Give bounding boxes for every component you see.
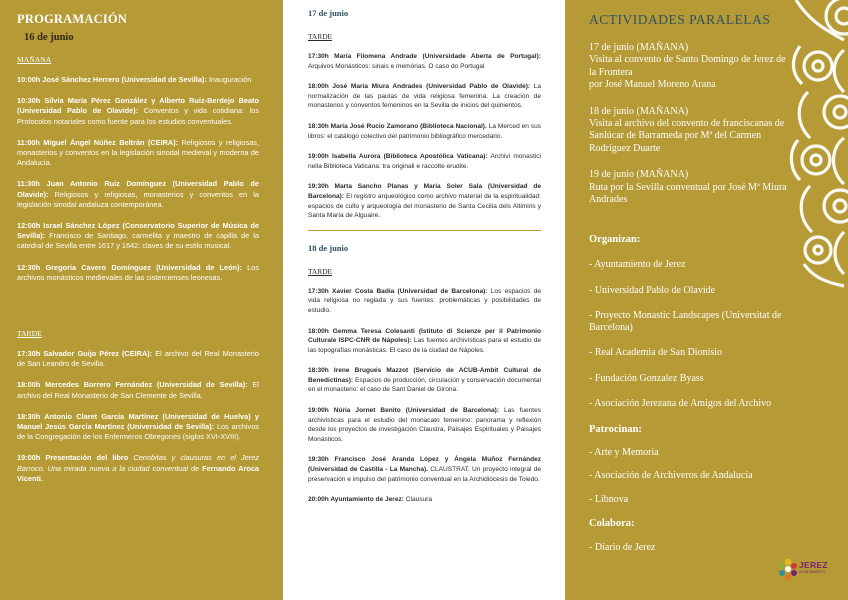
program-entry: 18:00h Mercedes Borrero Fernández (Universidad de Sevilla): El archivo del Real Monasterio de San Clemente de Sevilla. <box>17 380 259 400</box>
program-entry: 17:30h María Filomena Andrade (Universidade Aberta de Portugal): Arquivos Monásticos: sinais e memórias. O caso do Portugal <box>308 53 541 70</box>
sponsors-list <box>589 447 789 506</box>
program-title: PROGRAMACIÓN <box>17 12 128 26</box>
program-entry: 19:30h Francisco José Aranda López y Ángela Muñoz Fernández (Universidad de Castilla - La Mancha). CLAUSTRAT. Un proyecto integral de preservación e impulso del patrimonio conventual en la Archidiócesis de Toledo. <box>308 456 542 483</box>
program-entry: 18:00h Gemma Teresa Colesanti (Istituto di Scienze per il Patrimonio Culturale ISPC-CNR de Nápoles): Las fuentes archivísticas para el estudio de las topografías monásticas. El caso de la ciudad de Nápoles. <box>308 327 541 354</box>
program-entry: 11:30h Juan Antonio Ruiz Domínguez (Universidad Pablo de Olavide): Religiosos y religiosas, monasterios y conventos en la legislación sinodal andaluza contemporánea. <box>17 179 259 209</box>
collaborator-list <box>589 542 789 554</box>
list-item: - Libnova <box>589 493 629 505</box>
session-label-morning: MAÑANA <box>17 55 52 64</box>
program-entry: 11:00h Miguel Ángel Núñez Beltrán (CEIRA): Religiosos y religiosas, monasterios y conventos en la legislación sinodal medieval y moderna de Andalucía. <box>17 137 259 168</box>
list-item: - Universidad Pablo de Olavide <box>589 284 716 296</box>
collaborator-heading: Colabora: <box>589 518 635 530</box>
program-entry: 17:30h Xavier Costa Badia (Universidad de Barcelona): Los espacios de vida religiosa no reglada y sus fuentes: problemáticas y posibilidades de estudio. <box>308 287 541 314</box>
flower-logo-icon <box>777 556 799 586</box>
organizers-list <box>589 259 789 410</box>
activity-item: 17 de junio (MAÑANA) Visita al convento de Santo Domingo de Jerez de la Frontera por José Manuel Moreno Arana <box>589 42 786 91</box>
parallel-activities-column <box>565 0 848 600</box>
program-entry: 10:30h Silvia María Pérez González y Alberto Ruiz-Berdejo Beato (Universidad Pablo de Olavide): Conventos y vida cotidiana: los Protocolos notariales como fuente para los estudios conventuales. <box>17 96 259 126</box>
program-entry: 18:30h Antonio Claret García Martínez (Universidad de Huelva) y Manuel Jesús García Martínez (Universidad de Sevilla): Los archivos de la Congregación de los Enfermeros Obregones (siglos XVI-XVIII). <box>17 411 259 442</box>
list-item: - Ayuntamiento de Jerez <box>589 259 686 271</box>
program-entry: 18:30h Irene Brugués Mazzot (Servicio de ACUB-Ambit Cultural de Benedictinas): Espacios de producción, circulación y conservación documental en el monasterio: el caso de Sant Daniel de Girona. <box>308 367 541 394</box>
program-entry: 19:00h Isabella Aurora (Biblioteca Apostólica Vaticana): Archivi monastici nella Biblioteca Vaticana: tra originali e raccolte erudite. <box>308 153 541 170</box>
program-entry: 12:30h Gregoria Cavero Domínguez (Universidad de León): Los archivos monásticos medievales de las cistercienses leonesas. <box>17 262 259 282</box>
session-label-afternoon: TARDE <box>308 266 333 276</box>
list-item: - Diario de Jerez <box>589 542 656 554</box>
day-heading-18: 18 de junio <box>308 242 349 253</box>
sponsors-heading: Patrocinan: <box>589 423 642 435</box>
divider <box>308 230 541 231</box>
activity-item: 18 de junio (MAÑANA) Visita al archivo del convento de franciscanas de Sanlúcar de Barrameda por Mª del Carmen Rodríguez Duarte <box>589 105 785 154</box>
program-entry: 20:00h Ayuntamiento de Jerez: Clausura <box>308 496 432 504</box>
jerez-logo: JEREZ AYUNTAMIENTO <box>777 556 835 592</box>
program-entry: 12:00h Israel Sánchez López (Conservatorio Superior de Música de Sevilla): Francisco de Santiago, carmelita y maestro de capilla de la catedral de Sevilla entre 1617 y 1642: claves de su estilo musical. <box>17 221 259 251</box>
day-heading-17: 17 de junio <box>308 8 349 18</box>
day-heading-16: 16 de junio <box>24 32 74 43</box>
list-item: - Real Academia de San Dionisio <box>589 347 723 359</box>
program-entry: 10:00h José Sánchez Herrero (Universidad de Sevilla): Inauguración <box>17 75 252 84</box>
program-entry: 19:30h Marta Sancho Planas y María Soler Sala (Universidad de Barcelona): El registro arqueológico como archivo material de la espiritualidad: espacios de culto y arqueología del monasterio de Santa Cecilia dels Altimiris y Santa María de Alguaire. <box>308 183 541 220</box>
list-item: - Asociación Jerezana de Amigos del Archivo <box>589 398 772 410</box>
list-item: - Proyecto Monastic Landscapes (Universitat de Barcelona) <box>589 310 782 333</box>
activity-item: 19 de junio (MAÑANA) Ruta por la Sevilla conventual por José Mª Miura Andrades <box>589 169 787 206</box>
program-entry: 18:00h José María Miura Andrades (Universidad Pablo de Olavide): La normalización de las pautas de vida religiosa femenina. La creación de monasterios y conventos femeninos en la Sevilla de inicios del quinientos. <box>308 83 541 110</box>
organizers-heading: Organizan: <box>589 234 641 246</box>
list-item: - Fundación Gonzalez Byass <box>589 372 704 384</box>
list-item: - Asociación de Archiveros de Andalucía <box>589 470 753 482</box>
list-item: - Arte y Memoria <box>589 446 659 458</box>
program-column-left <box>0 0 283 600</box>
program-column-middle <box>283 0 565 600</box>
program-entry: 17:30h Salvador Guijo Pérez (CEIRA): El archivo del Real Monasterio de San Leandro de Sevilla. <box>17 349 260 369</box>
session-label-afternoon: TARDE <box>17 329 42 339</box>
book-presentation-entry: 19:00h Presentación del libro Cenobitas y clausuras en el Jerez Barroco. Una mirada nueva a la ciudad conventual de Fernando Aroca Vicenti. <box>17 453 259 483</box>
session-label-afternoon: TARDE <box>308 32 333 41</box>
program-entry: 18:30h María José Rucio Zamorano (Biblioteca Nacional). La Merced en sus libros: el catálogo colectivo del patrimonio bibliográfico mercedario. <box>308 122 541 140</box>
program-entry: 19:00h Núria Jornet Benito (Universidad de Barcelona): Las fuentes archivísticas para el estudio del monacato femenino: panorama y reflexión desde los proyectos de investigación Claustra, Paisajes Espirituales y Paisajes Monásticos. <box>308 407 541 443</box>
parallel-activities-title: ACTIVIDADES PARALELAS <box>589 12 771 27</box>
